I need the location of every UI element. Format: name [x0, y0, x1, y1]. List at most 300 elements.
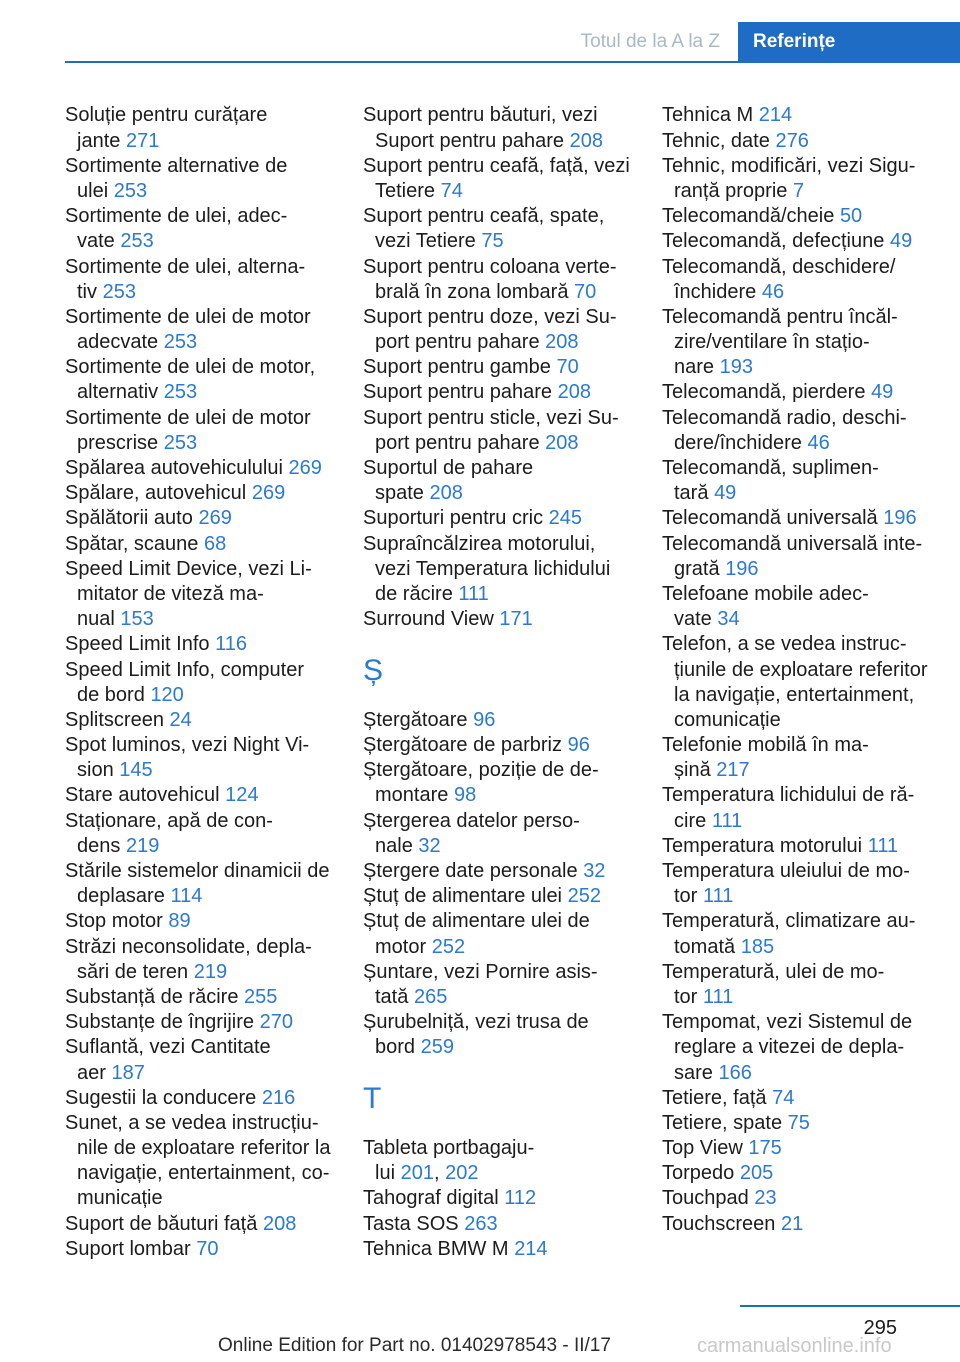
section-letter-heading: Ș [363, 653, 384, 687]
page-reference-link[interactable]: 196 [883, 507, 917, 530]
index-entry-line [65, 1161, 357, 1186]
page-references [473, 709, 495, 731]
index-entry-line [65, 1212, 357, 1237]
index-entry-text: Telecomandă, pierdere [662, 381, 866, 404]
index-entry [363, 708, 655, 733]
index-entry [363, 733, 655, 758]
index-entry-line [662, 658, 956, 683]
index-entry-line [662, 179, 956, 204]
watermark: carmanualsonline.info [697, 1335, 892, 1357]
index-entry-text: Touchscreen [662, 1212, 776, 1235]
page-reference-link[interactable]: 46 [761, 280, 785, 303]
page-reference-link[interactable]: 185 [740, 935, 775, 958]
index-entry-line [662, 1086, 956, 1111]
index-entry-text: motor [375, 935, 427, 958]
index-entry-line [662, 1136, 956, 1161]
page-reference-link[interactable]: 75 [481, 230, 504, 253]
index-entry-text: Speed Limit Info [65, 633, 210, 656]
index-entry-line [65, 607, 357, 632]
index-entry-line [662, 305, 956, 330]
index-entry-line [662, 330, 956, 355]
index-entry-line [662, 1035, 956, 1060]
page-reference-link[interactable]: 153 [120, 608, 154, 631]
page-reference-link[interactable]: 96 [473, 708, 496, 731]
page-reference-link[interactable]: 187 [111, 1061, 145, 1084]
page-references [740, 1162, 773, 1184]
page-references [772, 1087, 794, 1109]
page-reference-link[interactable]: 253 [163, 331, 198, 354]
index-entry-text: Stare autovehicul [65, 784, 220, 807]
page-reference-link[interactable]: 196 [725, 557, 759, 580]
index-entry-text: tor [674, 985, 698, 1008]
index-entry [363, 506, 655, 531]
page-reference-link[interactable]: 32 [583, 860, 606, 883]
page-reference-link[interactable]: 214 [758, 104, 793, 127]
index-entry-line [65, 1186, 357, 1211]
index-entry-text: sări de teren [77, 960, 189, 983]
index-entry-line [662, 960, 956, 985]
header-chapter-tab [738, 22, 960, 62]
index-entry-line [662, 406, 956, 431]
index-entry [363, 456, 655, 506]
page-reference-link[interactable]: 263 [464, 1212, 498, 1235]
page-references [545, 331, 578, 353]
index-entry [662, 1086, 956, 1111]
page-reference-link[interactable]: 70 [196, 1237, 219, 1260]
index-entry [65, 1237, 357, 1262]
index-column-left [65, 103, 357, 1262]
index-entry-line [65, 255, 357, 280]
page-reference-link[interactable]: 111 [458, 582, 489, 605]
index-entry [65, 1111, 357, 1212]
index-entry-line [662, 481, 956, 506]
index-entry-text: Ștergerea datelor perso- [363, 809, 580, 832]
index-entry-text: Spot luminos, vezi Night Vi- [65, 734, 310, 757]
page-reference-link[interactable]: 208 [262, 1212, 297, 1235]
index-entry-text: Telecomandă, deschidere/ [662, 255, 896, 278]
page-references [421, 1036, 454, 1058]
index-entry [662, 632, 956, 733]
section-letter-heading: T [363, 1081, 382, 1115]
index-entry [65, 985, 357, 1010]
index-entry-line [662, 532, 956, 557]
index-entry-text: Tehnica M [662, 104, 754, 127]
index-entry-line [662, 1161, 956, 1186]
index-entry-text: Suflantă, vezi Cantitate [65, 1036, 271, 1059]
index-entry-text: Temperatura lichidului de ră- [662, 784, 915, 807]
index-entry-text: Suport pentru ceafă, spate, [363, 205, 605, 228]
page-reference-link[interactable]: 7 [793, 179, 805, 202]
index-entry [363, 1186, 655, 1211]
index-entry-line [662, 884, 956, 909]
index-entry-line [662, 506, 956, 531]
index-entry-text: Suport pentru băuturi, vezi [363, 104, 598, 127]
index-entry-line [65, 783, 357, 808]
index-entry [662, 305, 956, 381]
index-entry-text: Străzi neconsolidate, depla- [65, 935, 312, 958]
index-entry-line [662, 985, 956, 1010]
index-entry [662, 1136, 956, 1161]
index-entry-text: Suport pentru sticle, vezi Su- [363, 406, 619, 429]
index-entry [363, 809, 655, 859]
page-references [514, 1238, 547, 1260]
index-entry-line [65, 532, 357, 557]
page-reference-link[interactable]: 70 [556, 356, 579, 379]
index-entry-line [662, 557, 956, 582]
page-reference-link[interactable]: 208 [545, 331, 579, 354]
index-entry-text: vate [674, 608, 712, 631]
index-column-middle [363, 103, 655, 1262]
page-reference-link[interactable]: 253 [120, 230, 154, 253]
index-entry-line [363, 1237, 655, 1262]
index-entry [65, 406, 357, 456]
index-entry-text: cire [674, 809, 707, 832]
index-entry-text: Temperatura uleiului de mo- [662, 860, 910, 883]
page-references [432, 936, 465, 958]
index-entry-text: vezi Tetiere [375, 230, 476, 253]
index-entry-text: vate [77, 230, 115, 253]
page-reference-link[interactable]: 111 [867, 834, 899, 857]
edition-note: Online Edition for Part no. 01402978543 - II/17 [218, 1335, 611, 1356]
index-entry-line [662, 582, 956, 607]
index-entry-text: tată [375, 985, 409, 1008]
page-references [570, 130, 603, 152]
index-entry-line [65, 658, 357, 683]
page-reference-link[interactable]: 46 [807, 431, 830, 454]
index-entry-text: Ștergătoare [363, 708, 468, 731]
page-references [712, 810, 742, 832]
page-reference-link[interactable]: 205 [739, 1162, 774, 1185]
index-entry-text: tor [674, 885, 698, 908]
index-entry-text: Telecomandă, defecțiune [662, 230, 885, 253]
page-references [126, 835, 159, 857]
index-entry-text: Stop motor [65, 910, 163, 933]
page-reference-link[interactable]: 75 [787, 1111, 810, 1134]
index-entry-line [662, 859, 956, 884]
index-entry-line [65, 1035, 357, 1060]
page-reference-link[interactable]: 245 [548, 507, 583, 530]
index-entry-line [65, 456, 357, 481]
index-entry-line [662, 431, 956, 456]
page-reference-link[interactable]: 96 [567, 734, 590, 757]
page-reference-link[interactable]: 202 [445, 1162, 479, 1185]
page-references [793, 180, 804, 202]
index-entry-text: navigație, entertainment, co- [77, 1162, 330, 1185]
page-reference-link[interactable]: 269 [288, 457, 322, 480]
index-entry-text: Spălătorii auto [65, 507, 193, 530]
page-reference-link[interactable]: 111 [711, 809, 743, 832]
index-entry-text: deplasare [77, 885, 165, 908]
page-reference-separator: , [433, 1162, 446, 1185]
index-entry [363, 1237, 655, 1262]
page-reference-link[interactable]: 259 [420, 1036, 454, 1059]
index-entry-text: bord [375, 1036, 416, 1059]
page-reference-link[interactable]: 32 [418, 834, 441, 857]
index-entry-text: lui [375, 1162, 396, 1185]
page-references [568, 734, 590, 756]
index-entry [662, 783, 956, 833]
page-reference-link[interactable]: 252 [431, 935, 466, 958]
index-entry-text: Temperatura motorului [662, 834, 863, 857]
index-entry-text: Substanțe de îngrijire [65, 1011, 255, 1034]
index-entry [65, 456, 357, 481]
index-entry-text: Telecomandă universală inte- [662, 532, 923, 555]
index-entry-text: dere/închidere [674, 431, 802, 454]
index-entry-text: Speed Limit Device, vezi Li- [65, 557, 312, 580]
index-entry [662, 582, 956, 632]
index-entry-text: Ștergătoare, poziție de de- [363, 759, 599, 782]
index-entry-text: Tetiere, spate [662, 1111, 783, 1134]
page-reference-link[interactable]: 23 [754, 1187, 777, 1210]
index-entry-text: Șuntare, vezi Pornire asis- [363, 960, 598, 983]
page-reference-link[interactable]: 74 [440, 179, 463, 202]
page-reference-link[interactable]: 219 [125, 834, 160, 857]
page-reference-link[interactable]: 271 [125, 129, 160, 152]
page-reference-link[interactable]: 116 [215, 633, 248, 656]
index-entry-text: Ștergătoare de parbriz [363, 734, 563, 757]
page-reference-link[interactable]: 68 [204, 532, 227, 555]
page-reference-link[interactable]: 98 [453, 784, 477, 807]
index-entry-text: nare [674, 356, 715, 379]
page-references [762, 281, 784, 303]
index-entry [363, 532, 655, 608]
index-entry-text: Telecomandă/cheie [662, 205, 835, 228]
page-references [883, 507, 916, 529]
index-entry [65, 557, 357, 633]
page-references [260, 1011, 293, 1033]
index-entry-line [662, 909, 956, 934]
index-entry [65, 733, 357, 783]
index-entry [363, 1010, 655, 1060]
index-entry-line [65, 683, 357, 708]
index-entry-line [662, 456, 956, 481]
page-reference-link[interactable]: 253 [163, 381, 198, 404]
index-entry-line [65, 154, 357, 179]
page-references [720, 356, 753, 378]
index-entry-line [363, 783, 655, 808]
index-entry-line [662, 204, 956, 229]
index-entry [662, 532, 956, 582]
page-reference-link[interactable]: 111 [702, 885, 734, 908]
page-reference-link[interactable]: 24 [169, 708, 192, 731]
index-entry-line [662, 809, 956, 834]
index-entry [363, 355, 655, 380]
index-entry-text: prescrise [77, 431, 159, 454]
index-entry-text: zire/ventilare în stațio- [674, 331, 870, 354]
index-entry-text: sion [77, 759, 114, 782]
page-references [120, 608, 153, 630]
index-entry-text: Sortimente de ulei, alterna- [65, 255, 306, 278]
index-entry [65, 783, 357, 808]
page-reference-link[interactable]: 49 [871, 381, 894, 404]
index-entry-line [65, 1010, 357, 1035]
index-entry-line [662, 229, 956, 254]
index-entry-line [363, 255, 655, 280]
page-reference-link[interactable]: 193 [719, 356, 753, 379]
index-entry-line [662, 783, 956, 808]
page-reference-link[interactable]: 21 [781, 1212, 804, 1235]
page-reference-link[interactable]: 50 [839, 205, 863, 228]
page-references [198, 507, 231, 529]
index-entry-text: Staționare, apă de con- [65, 809, 273, 832]
page-references [252, 482, 285, 504]
index-entry-line [662, 280, 956, 305]
page-reference-link[interactable]: 276 [775, 129, 809, 152]
index-entry [662, 859, 956, 909]
page-reference-link[interactable]: 112 [504, 1187, 537, 1210]
page-reference-link[interactable]: 145 [119, 759, 153, 782]
page-reference-link[interactable]: 270 [259, 1011, 293, 1034]
index-entry-text: Ștergere date personale [363, 860, 578, 883]
index-entry-text: Surround View [363, 608, 494, 631]
page-reference-link[interactable]: 74 [772, 1086, 795, 1109]
index-entry-line [363, 909, 655, 934]
index-entry-line [363, 1161, 655, 1186]
page-reference-link[interactable]: 34 [717, 608, 740, 631]
index-entry-line [363, 935, 655, 960]
page-references [703, 885, 733, 907]
index-entry-line [363, 456, 655, 481]
page-reference-link[interactable]: 216 [261, 1086, 296, 1109]
index-entry-line [65, 129, 357, 154]
index-entry-text: Suport pentru ceafă, față, vezi [363, 154, 630, 177]
index-entry [65, 506, 357, 531]
index-entry-line [65, 909, 357, 934]
page-reference-link[interactable]: 208 [429, 482, 463, 505]
page-reference-link[interactable]: 166 [718, 1061, 752, 1084]
page-reference-link[interactable]: 219 [193, 960, 228, 983]
index-entry-text: de răcire [375, 582, 453, 605]
page-reference-link[interactable]: 49 [714, 482, 737, 505]
page-reference-link[interactable]: 217 [716, 759, 750, 782]
index-entry [662, 1010, 956, 1086]
index-entry [65, 809, 357, 859]
page-references [430, 482, 463, 504]
index-entry-line [65, 960, 357, 985]
index-entry-text: Telecomandă pentru încăl- [662, 305, 898, 328]
page-references [748, 1137, 781, 1159]
index-entry [363, 305, 655, 355]
index-entry-line [65, 305, 357, 330]
index-entry-line [662, 733, 956, 758]
index-entry [65, 305, 357, 355]
index-entry-line [363, 582, 655, 607]
index-entry-line [65, 758, 357, 783]
index-entry-line [363, 481, 655, 506]
page-reference-link[interactable]: 214 [514, 1237, 548, 1260]
index-entry-text: sare [674, 1061, 713, 1084]
index-entry [65, 532, 357, 557]
index-entry-line [363, 1186, 655, 1211]
page-references [458, 583, 488, 605]
page-references [204, 533, 226, 555]
index-entry-line [363, 1136, 655, 1161]
page-reference-link[interactable]: 114 [170, 885, 203, 908]
page-references [418, 835, 440, 857]
index-entry-text: Sortimente de ulei de motor [65, 406, 311, 429]
index-entry-text: brală în zona lombară [375, 280, 569, 303]
index-entry [65, 859, 357, 909]
page-references [890, 230, 912, 252]
page-reference-link[interactable]: 252 [567, 885, 601, 908]
page-reference-link[interactable]: 208 [557, 381, 591, 404]
index-entry-line [363, 406, 655, 431]
index-entry-line [65, 708, 357, 733]
page-references [215, 633, 247, 655]
index-entry-line [363, 129, 655, 154]
page-reference-link[interactable]: 124 [225, 784, 259, 807]
page-reference-link[interactable]: 111 [702, 985, 734, 1008]
index-entry-line [662, 708, 956, 733]
page-references [775, 130, 808, 152]
page-reference-link[interactable]: 269 [198, 507, 232, 530]
page-references [120, 230, 153, 252]
index-entry-line [363, 179, 655, 204]
page-reference-link[interactable]: 120 [150, 683, 184, 706]
index-entry-text: Tahograf digital [363, 1187, 499, 1210]
index-entry-text: vezi Temperatura lichidului [375, 557, 611, 580]
index-entry-text: Spălarea autovehiculului [65, 457, 283, 480]
index-entry-line [65, 355, 357, 380]
index-entry-text: Sortimente de ulei, adec- [65, 205, 288, 228]
page-reference-link[interactable]: 208 [545, 431, 579, 454]
page-reference-link[interactable]: 175 [748, 1137, 782, 1160]
page-references [119, 759, 152, 781]
index-entry [65, 154, 357, 204]
page-references [164, 331, 197, 353]
page-reference-link[interactable]: 269 [251, 482, 286, 505]
index-entry-text: de bord [77, 683, 145, 706]
page-references [168, 910, 190, 932]
index-entry-line [662, 834, 956, 859]
page-reference-link[interactable]: 171 [499, 608, 533, 631]
index-entry-text: șină [674, 759, 711, 782]
index-entry-line [662, 758, 956, 783]
page-references [788, 1112, 810, 1134]
index-entry [363, 758, 655, 808]
page-references [871, 381, 893, 403]
page-reference-link[interactable]: 265 [413, 985, 448, 1008]
index-entry-text: Speed Limit Info, computer [65, 658, 305, 681]
index-entry-line [662, 1010, 956, 1035]
index-entry [662, 380, 956, 405]
page-reference-link[interactable]: 201 [400, 1162, 434, 1185]
page-reference-link[interactable]: 70 [574, 280, 597, 303]
page-reference-link[interactable]: 49 [889, 230, 913, 253]
index-entry-text: Telecomandă radio, deschi- [662, 406, 907, 429]
index-entry-line [65, 935, 357, 960]
page-reference-link[interactable]: 89 [168, 910, 191, 933]
header-section-title: Totul de la A la Z [580, 31, 720, 52]
page-reference-link[interactable]: 253 [163, 431, 198, 454]
index-entry-text: Ștuț de alimentare ulei [363, 885, 563, 908]
page-references [545, 432, 578, 454]
page-references [112, 1062, 145, 1084]
page-reference-link[interactable]: 253 [113, 179, 148, 202]
index-entry-line [65, 1061, 357, 1086]
page-reference-link[interactable]: 253 [102, 280, 136, 303]
page-number: 295 [863, 1317, 897, 1339]
index-entry-line [363, 380, 655, 405]
index-entry [662, 229, 956, 254]
index-entry-line [65, 1237, 357, 1262]
page-reference-link[interactable]: 255 [244, 985, 278, 1008]
index-entry-text: nile de exploatare referitor la [77, 1137, 331, 1160]
page-references [558, 381, 591, 403]
page-reference-link[interactable]: 208 [569, 129, 603, 152]
index-entry [662, 154, 956, 204]
index-entry-text: Tehnica BMW M [363, 1237, 509, 1260]
